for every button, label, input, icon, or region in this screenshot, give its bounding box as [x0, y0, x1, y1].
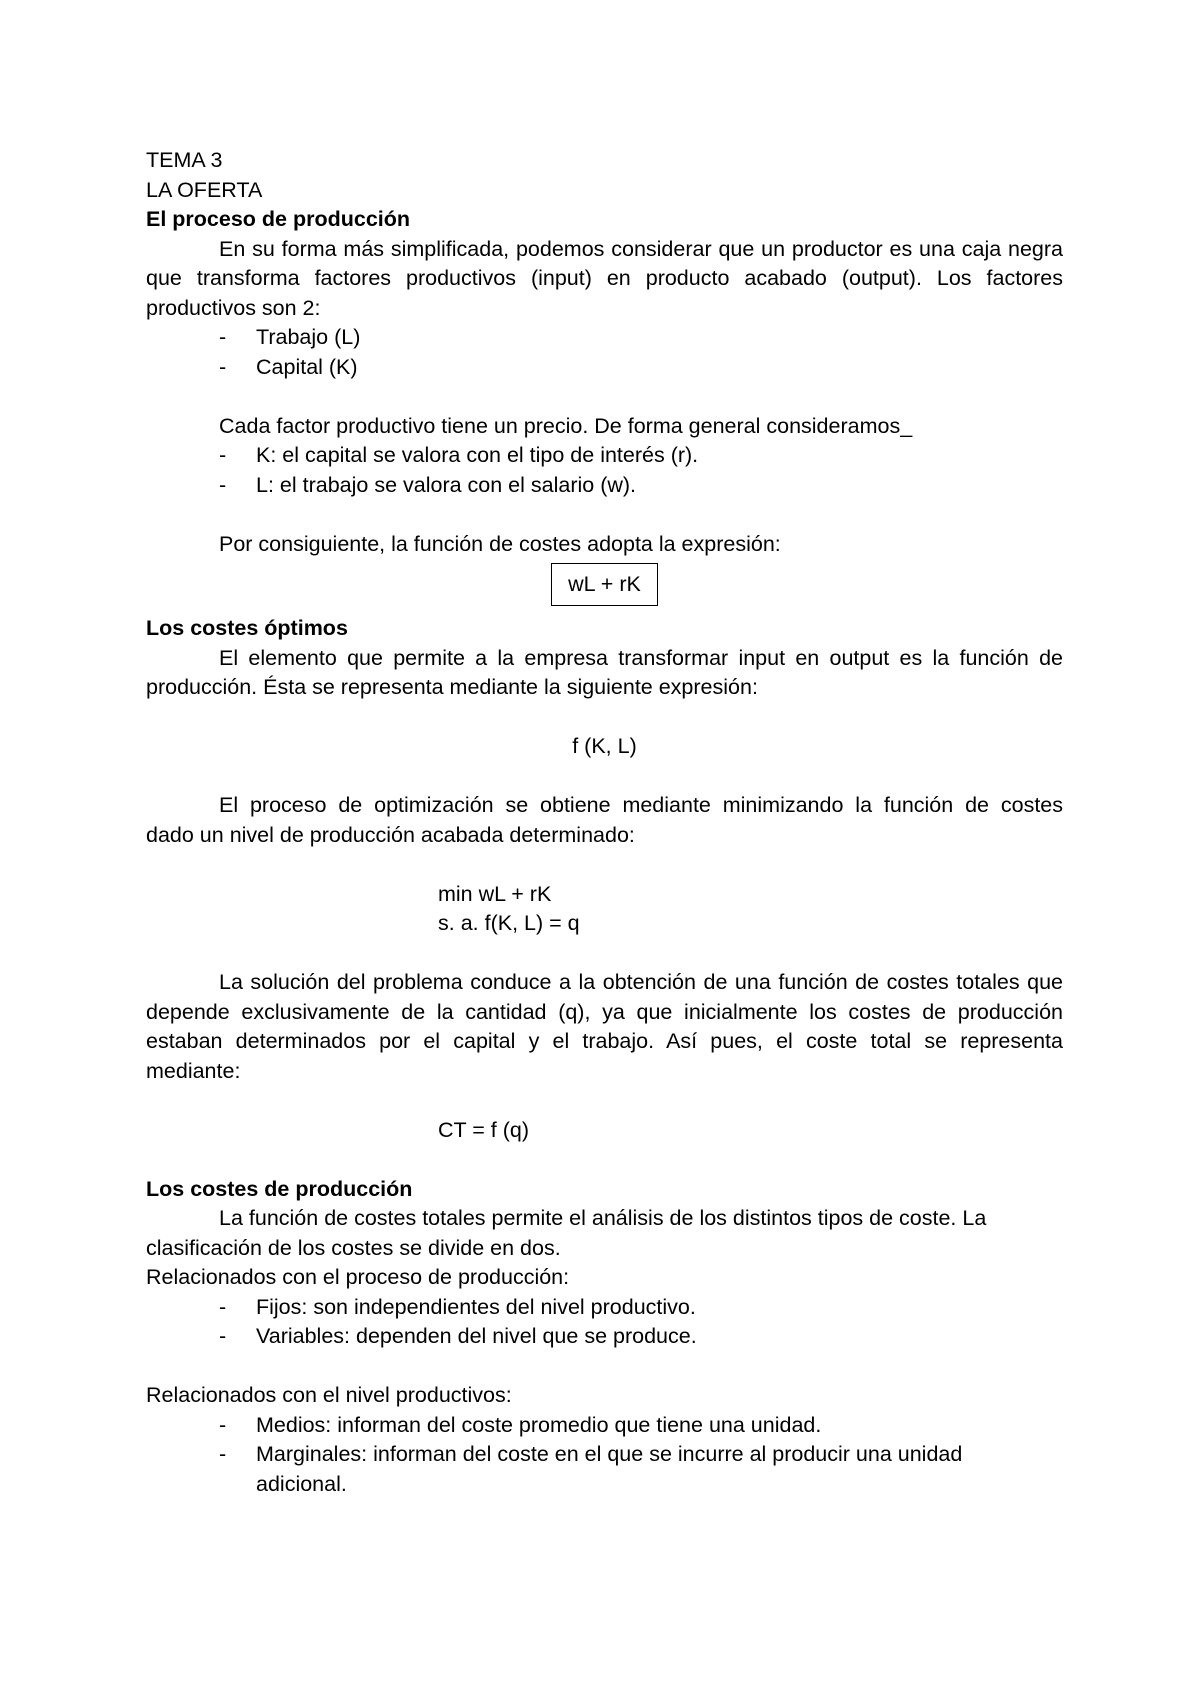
paragraph-line: producción. Ésta se representa mediante la siguiente expresión:	[146, 675, 758, 699]
bullet-dash: -	[219, 1324, 227, 1348]
bullet-dash: -	[219, 354, 227, 379]
bullet-dash: -	[219, 472, 227, 497]
list-item: - Medios: informan del coste promedio que tiene una unidad.	[146, 1411, 1063, 1441]
list-item-continuation: adicional.	[256, 1471, 347, 1496]
formula-production-function: f (K, L)	[572, 734, 637, 758]
subheading-nivel: Relacionados con el nivel productivos:	[146, 1383, 512, 1407]
paragraph-line: En su forma más simplificada, podemos considerar que un productor es una caja negra	[219, 236, 1063, 261]
bullet-dash: -	[219, 443, 227, 467]
bullet-dash: -	[219, 325, 227, 349]
section-heading-costes-optimos: Los costes óptimos	[146, 616, 348, 640]
paragraph-line: que transforma factores productivos (input) en producto acabado (output). Los factores	[146, 266, 1063, 290]
paragraph-line: depende exclusivamente de la cantidad (q), ya que inicialmente los costes de producción	[146, 999, 1063, 1024]
boxed-formula: wL + rK	[551, 563, 658, 606]
formula-constraint: s. a. f(K, L) = q	[438, 911, 580, 935]
bullet-dash: -	[219, 1294, 227, 1319]
document-title: LA OFERTA	[146, 177, 263, 202]
formula-min: min wL + rK	[438, 881, 552, 906]
section-heading-proceso: El proceso de producción	[146, 207, 411, 231]
bullet-dash: -	[219, 1442, 227, 1466]
paragraph-line: La solución del problema conduce a la obtención de una función de costes totales que	[219, 970, 1063, 994]
paragraph-line: Por consiguiente, la función de costes adopta la expresión:	[219, 531, 781, 556]
list-item: - Trabajo (L)	[146, 323, 1063, 353]
bullet-dash: -	[219, 1412, 227, 1437]
paragraph-line: El elemento que permite a la empresa transformar input en output es la función de	[219, 645, 1063, 670]
list-item: - K: el capital se valora con el tipo de interés (r).	[146, 441, 1063, 471]
paragraph-line: productivos son 2:	[146, 295, 321, 320]
paragraph-line: dado un nivel de producción acabada determinado:	[146, 822, 635, 847]
paragraph-line: mediante:	[146, 1058, 241, 1083]
paragraph-line: estaban determinados por el capital y el trabajo. Así pues, el coste total se representa	[146, 1029, 1063, 1053]
list-item: - Marginales: informan del coste en el que se incurre al producir una unidad	[146, 1440, 1063, 1470]
paragraph-line: Cada factor productivo tiene un precio. De forma general consideramos_	[219, 413, 913, 438]
list-item: - Fijos: son independientes del nivel productivo.	[146, 1293, 1063, 1323]
paragraph-line: El proceso de optimización se obtiene mediante minimizando la función de costes	[219, 793, 1063, 817]
subheading-proceso: Relacionados con el proceso de producción:	[146, 1265, 570, 1289]
list-item: - L: el trabajo se valora con el salario (w).	[146, 471, 1063, 501]
document-page	[146, 146, 1063, 1499]
formula-total-cost: CT = f (q)	[438, 1117, 529, 1142]
paragraph-line: clasificación de los costes se divide en dos.	[146, 1235, 561, 1260]
paragraph-line: La función de costes totales permite el análisis de los distintos tipos de coste. La	[219, 1206, 987, 1230]
topic-number: TEMA 3	[146, 148, 223, 172]
list-item: - Variables: dependen del nivel que se produce.	[146, 1322, 1063, 1352]
section-heading-costes-produccion: Los costes de producción	[146, 1176, 413, 1201]
list-item: - Capital (K)	[146, 353, 1063, 383]
